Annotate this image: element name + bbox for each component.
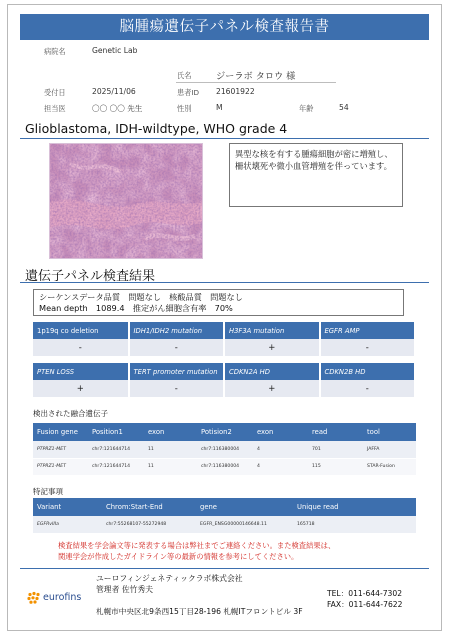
results-divider <box>20 282 429 283</box>
fusion-cell: 115 <box>308 458 363 475</box>
special-col-read: Unique read <box>293 498 416 516</box>
eurofins-logo <box>26 591 90 605</box>
fusion-cell: 4 <box>253 458 308 475</box>
marker-idh-name: IDH1/IDH2 mutation <box>129 322 225 339</box>
company-name: ユーロフィンジェネティックラボ株式会社 <box>96 574 243 583</box>
doctor-label: 担当医 <box>44 104 66 113</box>
qc-line-1: シーケンスデータ品質 問題なし 核酸品質 問題なし <box>39 292 243 302</box>
special-col-chrom: Chrom:Start-End <box>102 498 196 516</box>
diagnosis-title: Glioblastoma, IDH-wildtype, WHO grade 4 <box>25 121 288 136</box>
hospital-label: 病院名 <box>44 47 66 56</box>
fusion-cell: chr7:116380004 <box>197 458 253 475</box>
marker-egfr-value: - <box>320 339 416 356</box>
fusion-cell: JAFFA <box>363 441 416 458</box>
table-row <box>33 441 416 458</box>
age-value: 54 <box>339 103 349 112</box>
results-title: 遺伝子パネル検査結果 <box>25 269 156 284</box>
marker-grid-1 <box>33 322 416 356</box>
date-value: 2025/11/06 <box>92 87 136 96</box>
fusion-cell: 701 <box>308 441 363 458</box>
fusion-col-pos1: Position1 <box>88 423 144 441</box>
hospital-value: Genetic Lab <box>92 46 138 55</box>
marker-1p19q-name: 1p19q co deletion <box>33 322 129 339</box>
marker-tert-name: TERT promoter mutation <box>129 363 225 380</box>
marker-cdkn2b-name: CDKN2B HD <box>320 363 416 380</box>
report-page <box>7 4 442 631</box>
sex-value: M <box>216 103 223 112</box>
fusion-title: 検出された融合遺伝子 <box>33 409 108 418</box>
marker-idh-value: - <box>129 339 225 356</box>
contact-block <box>327 588 402 610</box>
name-underline <box>176 82 336 83</box>
marker-egfr-name: EGFR AMP <box>320 322 416 339</box>
special-col-gene: gene <box>196 498 293 516</box>
fusion-col-pos2: Potision2 <box>197 423 253 441</box>
doctor-value: 〇〇 〇〇 先生 <box>92 104 143 113</box>
report-title: 脳腫瘍遺伝子パネル検査報告書 <box>20 14 429 40</box>
eurofins-logo-icon <box>26 591 42 605</box>
special-cell: chr7:55268107-55272948 <box>102 516 196 533</box>
qc-line-2: Mean depth 1089.4 推定がん細胞含有率 70% <box>39 303 233 313</box>
age-label: 年齢 <box>299 104 314 113</box>
histology-svg <box>50 144 203 259</box>
fusion-cell: 4 <box>253 441 308 458</box>
date-label: 受付日 <box>44 88 66 97</box>
company-block <box>96 574 243 595</box>
marker-h3f3a-name: H3F3A mutation <box>224 322 320 339</box>
fusion-table <box>33 423 416 476</box>
publication-notice <box>58 540 398 562</box>
special-cell: EGFR_ENSG00000146648.11 <box>196 516 293 533</box>
special-cell: 165718 <box>293 516 416 533</box>
fusion-col-gene: Fusion gene <box>33 423 88 441</box>
company-address: 札幌市中央区北9条西15丁目28-196 札幌ITフロントビル 3F <box>96 607 303 616</box>
fusion-col-tool: tool <box>363 423 416 441</box>
special-title: 特記事項 <box>33 487 63 496</box>
marker-cdkn2a-name: CDKN2A HD <box>224 363 320 380</box>
notice-line-2: 関連学会が作成したガイドライン等の最新の情報を参考にしてください。 <box>58 552 299 561</box>
marker-cdkn2b-value: - <box>320 380 416 397</box>
contact-fax: FAX：011-644-7622 <box>327 600 403 609</box>
marker-pten-name: PTEN LOSS <box>33 363 129 380</box>
fusion-col-exon1: exon <box>144 423 197 441</box>
marker-cdkn2a-value: + <box>224 380 320 397</box>
special-header-row <box>33 498 416 516</box>
marker-pten-value: + <box>33 380 129 397</box>
fusion-cell: chr7:121644714 <box>88 458 144 475</box>
fusion-cell: PTPRZ1-MET <box>33 441 88 458</box>
fusion-header-row <box>33 423 416 441</box>
eurofins-logo-text: eurofins <box>43 592 82 603</box>
fusion-cell: 11 <box>144 441 197 458</box>
histology-image <box>49 143 203 259</box>
fusion-cell: chr7:121644714 <box>88 441 144 458</box>
table-row <box>33 458 416 475</box>
qc-box <box>33 289 404 316</box>
fusion-cell: PTPRZ1-MET <box>33 458 88 475</box>
company-manager: 管理者 佐竹秀夫 <box>96 584 154 594</box>
patient-id-label: 患者ID <box>177 88 200 97</box>
fusion-col-read: read <box>308 423 363 441</box>
fusion-col-exon2: exon <box>253 423 308 441</box>
name-value: ジーラボ タロウ 様 <box>216 71 296 82</box>
fusion-cell: chr7:116380004 <box>197 441 253 458</box>
diagnosis-description: 異型な核を有する腫瘍細胞が密に増殖し、柵状壊死や微小血管増殖を伴っています。 <box>229 143 403 207</box>
table-row <box>33 516 416 533</box>
diagnosis-divider <box>20 138 429 139</box>
notice-line-1: 検査結果を学会論文等に発表する場合は弊社までご連絡ください。また検査結果は、 <box>58 541 336 550</box>
fusion-cell: STAR-Fusion <box>363 458 416 475</box>
sex-label: 性別 <box>177 104 192 113</box>
special-col-variant: Variant <box>33 498 102 516</box>
special-cell: EGFRvIIIa <box>33 516 102 533</box>
contact-tel: TEL：011-644-7302 <box>327 589 403 598</box>
special-table <box>33 498 416 534</box>
marker-grid-2 <box>33 363 416 397</box>
marker-h3f3a-value: + <box>224 339 320 356</box>
name-label: 氏名 <box>177 71 192 80</box>
patient-id-value: 21601922 <box>216 87 255 96</box>
marker-tert-value: - <box>129 380 225 397</box>
marker-1p19q-value: - <box>33 339 129 356</box>
footer-divider <box>20 568 429 569</box>
fusion-cell: 11 <box>144 458 197 475</box>
